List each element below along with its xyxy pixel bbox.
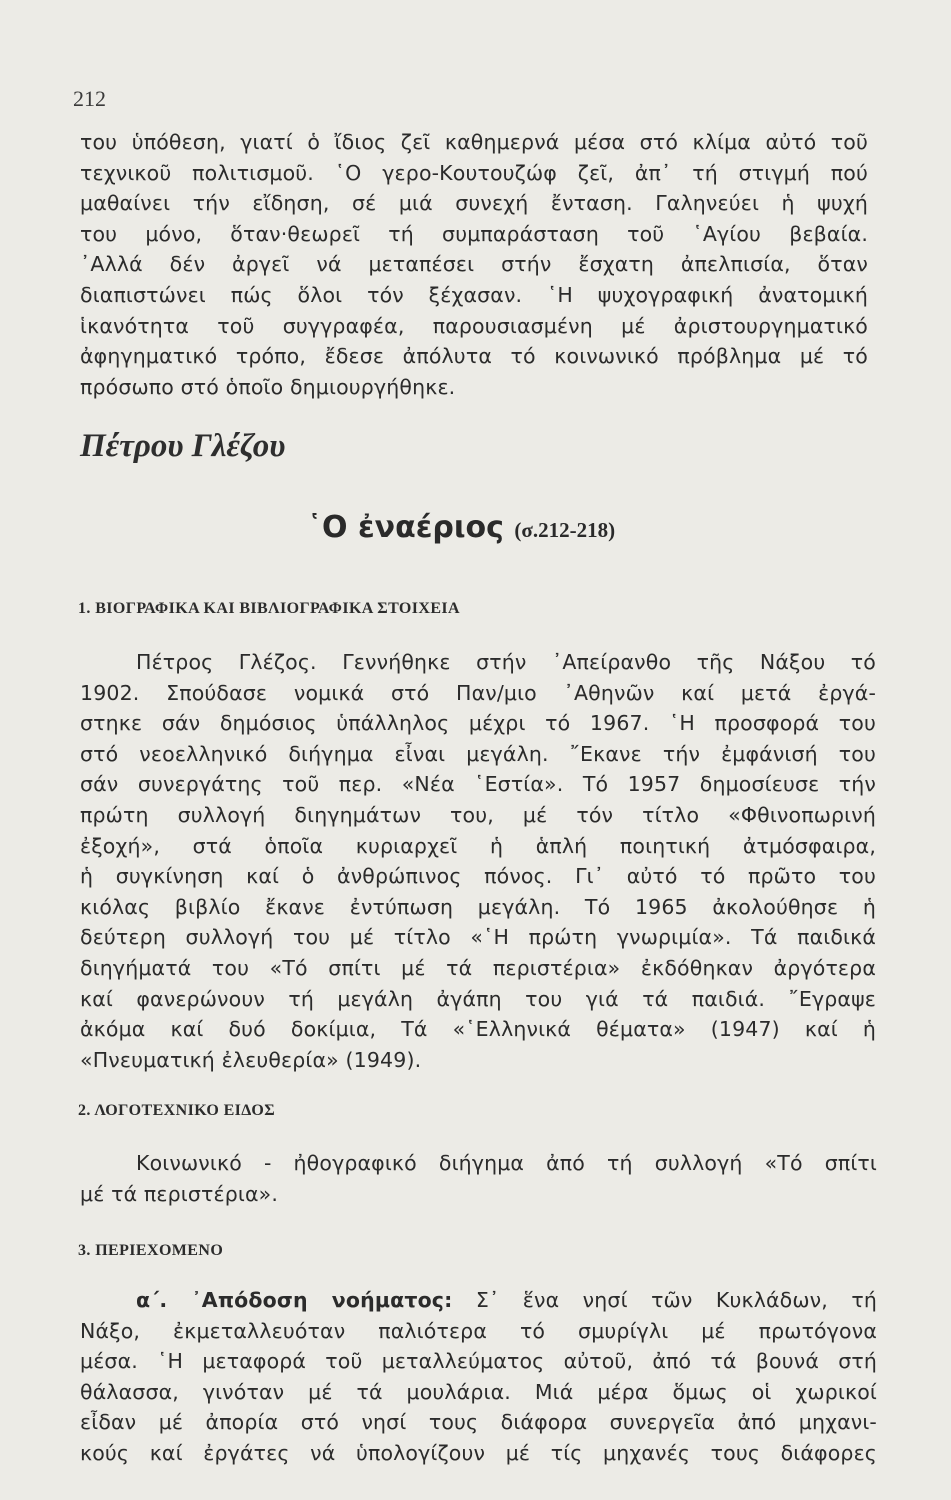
text-line: στηκε σάν δημόσιος ὑπάλληλος μέχρι τό 1967. ῾Η προσφορά του bbox=[80, 711, 876, 736]
text-line: «Πνευματική ἐλευθερία» (1949). bbox=[80, 1047, 422, 1072]
text-line: διαπιστώνει πώς ὅλοι τόν ξέχασαν. ῾Η ψυχογραφική ἀνατομική bbox=[80, 282, 868, 307]
text-line: του ὑπόθεση, γιατί ὁ ἴδιος ζεῖ καθημερνά μέσα στό κλίμα αὐτό τοῦ bbox=[80, 130, 868, 154]
content-paragraph bbox=[80, 1285, 877, 1469]
section-heading-biography: 1. ΒΙΟΓΡΑΦΙΚΑ ΚΑΙ ΒΙΒΛΙΟΓΡΑΦΙΚΑ ΣΤΟΙΧΕΙΑ bbox=[78, 600, 460, 617]
text-line: ἀκόμα καί δυό δοκίμια, Τά «῾Ελληνικά θέματα» (1947) καί ἡ bbox=[80, 1017, 876, 1042]
text-line: ἀφηγηματικό τρόπο, ἔδεσε ἀπόλυτα τό κοινωνικό πρόβλημα μέ τό bbox=[80, 344, 868, 369]
story-page-range: (σ.212-218) bbox=[514, 518, 616, 542]
text-line: καί φανερώνουν τή μεγάλη ἀγάπη του γιά τά παιδιά. ῎Εγραψε bbox=[80, 986, 876, 1011]
biography-paragraph bbox=[80, 647, 876, 1075]
text-fragment: Σ᾿ ἕνα νησί τῶν Κυκλάδων, τή bbox=[452, 1288, 877, 1312]
text-line: δεύτερη συλλογή του μέ τίτλο «῾Η πρώτη γνωριμία». Τά παιδικά bbox=[80, 925, 876, 950]
text-line: ἐξοχή», στά ὁποῖα κυριαρχεῖ ἡ ἁπλή ποιητική ἀτμόσφαιρα, bbox=[80, 833, 876, 858]
text-line: στό νεοελληνικό διήγημα εἶναι μεγάλη. ῎Εκανε τήν ἐμφάνισή του bbox=[80, 741, 876, 766]
text-line: ᾿Αλλά δέν ἀργεῖ νά μεταπέσει στήν ἔσχατη ἀπελπισία, ὅταν bbox=[80, 252, 868, 277]
text-line: Νάξο, ἐκμεταλλευόταν παλιότερα τό σμυρίγλι μέ πρωτόγονα bbox=[80, 1318, 877, 1343]
text-line: μέ τά περιστέρια». bbox=[80, 1181, 279, 1206]
text-line: Πέτρος Γλέζος. Γεννήθηκε στήν ᾿Απείρανθο τῆς Νάξου τό bbox=[136, 650, 876, 674]
story-title bbox=[307, 510, 615, 545]
text-line: κιόλας βιβλίο ἔκανε ἐντύπωση μεγάλη. Τό 1965 ἀκολούθησε ἡ bbox=[80, 894, 876, 919]
text-line bbox=[80, 1285, 877, 1316]
story-title-text: ῾Ο ἐναέριος bbox=[307, 510, 504, 545]
text-line: διηγήματά του «Τό σπίτι μέ τά περιστέρια» ἐκδόθηκαν ἀργότερα bbox=[80, 955, 876, 980]
text-line: εἶδαν μέ ἀπορία στό νησί τους διάφορα συνεργεῖα ἀπό μηχανι- bbox=[80, 1410, 877, 1435]
author-name: Πέτρου Γλέζου bbox=[80, 428, 286, 464]
subheading-summary: α΄. ᾿Απόδοση νοήματος: bbox=[136, 1288, 453, 1312]
genre-paragraph bbox=[80, 1148, 877, 1209]
text-line: σάν συνεργάτης τοῦ περ. «Νέα ῾Εστία». Τό 1957 δημοσίευσε τήν bbox=[80, 772, 876, 797]
text-line: ἡ συγκίνηση καί ὁ ἀνθρώπινος πόνος. Γι᾿ αὐτό τό πρῶτο του bbox=[80, 864, 876, 889]
text-line: κούς καί ἐργάτες νά ὑπολογίζουν μέ τίς μηχανές τους διάφορες bbox=[80, 1440, 877, 1465]
text-line: μέσα. ῾Η μεταφορά τοῦ μεταλλεύματος αὐτοῦ, ἀπό τά βουνά στή bbox=[80, 1349, 877, 1374]
section-heading-content: 3. ΠΕΡΙΕΧΟΜΕΝΟ bbox=[78, 1242, 224, 1259]
text-line: πρώτη συλλογή διηγημάτων του, μέ τόν τίτλο «Φθινοπωρινή bbox=[80, 802, 876, 827]
text-line: Κοινωνικό - ἠθογραφικό διήγημα ἀπό τή συλλογή «Τό σπίτι bbox=[136, 1151, 877, 1175]
section-heading-literary-genre: 2. ΛΟΓΟΤΕΧΝΙΚΟ ΕΙΔΟΣ bbox=[78, 1102, 276, 1119]
intro-paragraph bbox=[80, 127, 868, 402]
text-line: 1902. Σπούδασε νομικά στό Παν/μιο ᾿Αθηνῶν καί μετά ἐργά- bbox=[80, 680, 876, 705]
text-line: μαθαίνει τήν εἴδηση, σέ μιά συνεχή ἔνταση. Γαληνεύει ἡ ψυχή bbox=[80, 191, 868, 216]
page-number: 212 bbox=[73, 86, 106, 111]
text-line: του μόνο, ὅταν·θεωρεῖ τή συμπαράσταση τοῦ ῾Αγίου βεβαία. bbox=[80, 221, 868, 246]
text-line: ἱκανότητα τοῦ συγγραφέα, παρουσιασμένη μέ ἀριστουργηματικό bbox=[80, 313, 868, 338]
text-line: τεχνικοῦ πολιτισμοῦ. ῾Ο γερο-Κουτουζώφ ζεῖ, ἀπ᾿ τή στιγμή πού bbox=[80, 160, 868, 185]
text-line: πρόσωπο στό ὁποῖο δημιουργήθηκε. bbox=[80, 374, 456, 399]
text-line: θάλασσα, γινόταν μέ τά μουλάρια. Μιά μέρα ὅμως οἱ χωρικοί bbox=[80, 1379, 877, 1404]
